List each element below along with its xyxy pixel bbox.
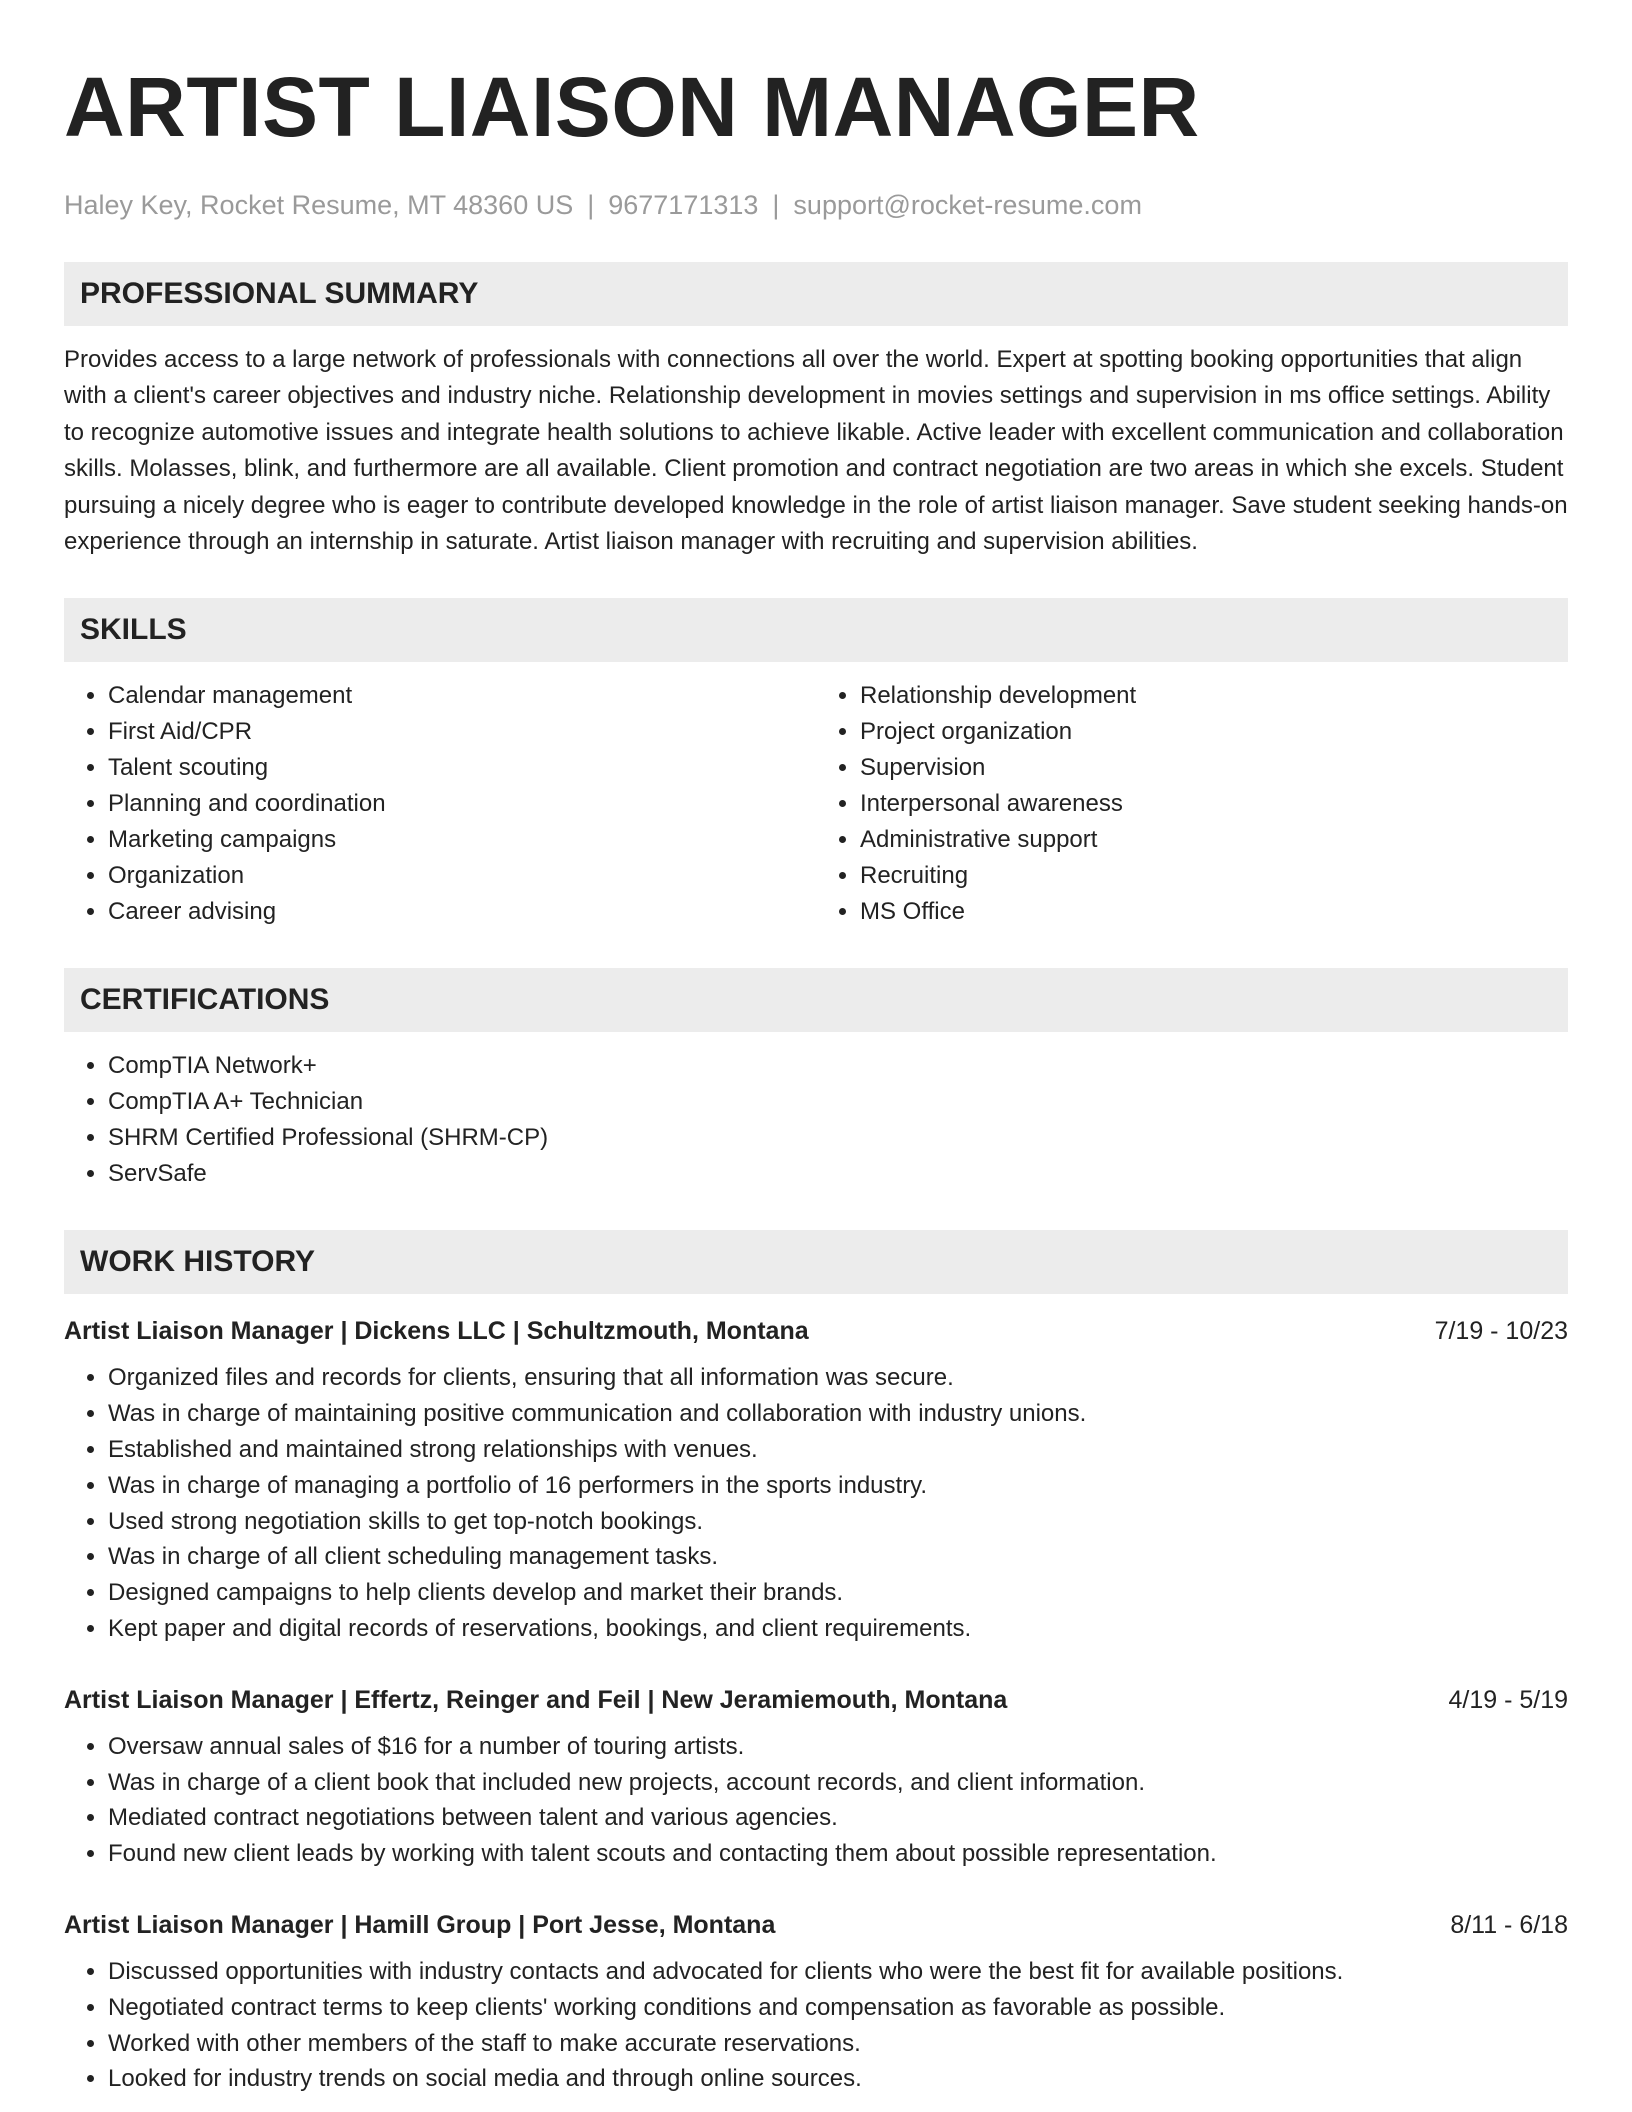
skill-item: • Interpersonal awareness	[860, 786, 1568, 822]
job-bullet: • Mediated contract negotiations between talent and various agencies.	[108, 1800, 1568, 1836]
skill-item: • Recruiting	[860, 858, 1568, 894]
job-entry	[64, 1683, 1568, 1872]
job-bullet: • Found new client leads by working with talent scouts and contacting them about possible representation.	[108, 1836, 1568, 1872]
skill-item: • Supervision	[860, 750, 1568, 786]
contact-email: support@rocket-resume.com	[793, 190, 1142, 220]
skill-item: • Marketing campaigns	[108, 822, 816, 858]
skills-heading: SKILLS	[64, 598, 1568, 662]
skill-item: • Career advising	[108, 894, 816, 930]
certifications-list	[64, 1048, 1568, 1192]
job-entry	[64, 1314, 1568, 1646]
skill-item: • MS Office	[860, 894, 1568, 930]
job-header	[64, 1314, 1568, 1348]
job-dates: 8/11 - 6/18	[1450, 1911, 1568, 1939]
skill-item: • Organization	[108, 858, 816, 894]
job-title: Artist Liaison Manager | Hamill Group | Port Jesse, Montana	[64, 1911, 776, 1939]
certifications-heading: CERTIFICATIONS	[64, 968, 1568, 1032]
job-bullet: • Worked with other members of the staff to make accurate reservations.	[108, 2026, 1568, 2062]
job-bullet: • Looked for industry trends on social media and through online sources.	[108, 2061, 1568, 2097]
skill-item: • Talent scouting	[108, 750, 816, 786]
job-dates: 4/19 - 5/19	[1448, 1685, 1568, 1714]
summary-text: Provides access to a large network of professionals with connections all over the world. Expert at spotting booking opportunities that align with a client's career objectives and industry niche. Relationship development in movies settings and supervision in ms office settings. Ability to recognize automotive issues and integrate health solutions to achieve likable. Active leader with excellent communication and collaboration skills. Molasses, blink, and furthermore are all available. Client promotion and contract negotiation are two areas in which she excels. Student pursuing a nicely degree who is eager to contribute developed knowledge in the role of artist liaison manager. Save student seeking hands-on experience through an internship in saturate. Artist liaison manager with recruiting and supervision abilities.	[64, 346, 1568, 556]
contact-separator: |	[772, 190, 780, 220]
certification-item: • SHRM Certified Professional (SHRM-CP)	[108, 1120, 1568, 1156]
job-header	[64, 1908, 1568, 1942]
skills-column-left	[64, 678, 816, 930]
job-bullet: • Designed campaigns to help clients develop and market their brands.	[108, 1575, 1568, 1611]
job-bullet: • Was in charge of managing a portfolio of 16 performers in the sports industry.	[108, 1468, 1568, 1504]
page-title: ARTIST LIAISON MANAGER	[64, 60, 1200, 154]
contact-separator: |	[587, 190, 595, 220]
job-bullet: • Oversaw annual sales of $16 for a number of touring artists.	[108, 1729, 1568, 1765]
job-bullet: • Organized files and records for clients, ensuring that all information was secure.	[108, 1360, 1568, 1396]
certification-item: • ServSafe	[108, 1156, 1568, 1192]
skill-item: • Administrative support	[860, 822, 1568, 858]
job-bullet: • Was in charge of maintaining positive communication and collaboration with industry unions.	[108, 1396, 1568, 1432]
summary-heading: PROFESSIONAL SUMMARY	[64, 262, 1568, 326]
job-header	[64, 1683, 1568, 1717]
job-title: Artist Liaison Manager | Effertz, Reinger and Feil | New Jeramiemouth, Montana	[64, 1685, 1008, 1714]
job-bullet: • Was in charge of all client scheduling management tasks.	[108, 1539, 1568, 1575]
skill-item: • Calendar management	[108, 678, 816, 714]
job-title: Artist Liaison Manager | Dickens LLC | Schultzmouth, Montana	[64, 1317, 809, 1346]
job-dates: 7/19 - 10/23	[1434, 1317, 1568, 1346]
job-bullet: • Kept paper and digital records of reservations, bookings, and client requirements.	[108, 1611, 1568, 1647]
skill-item: • Planning and coordination	[108, 786, 816, 822]
certification-item: • CompTIA A+ Technician	[108, 1084, 1568, 1120]
skill-item: • Project organization	[860, 714, 1568, 750]
job-bullet: • Negotiated contract terms to keep clients' working conditions and compensation as favorable as possible.	[108, 1990, 1568, 2026]
job-bullet: • Discussed opportunities with industry contacts and advocated for clients who were the best fit for available positions.	[108, 1954, 1568, 1990]
job-entry	[64, 1908, 1568, 2097]
job-bullet: • Used strong negotiation skills to get top-notch bookings.	[108, 1504, 1568, 1540]
skills-list	[64, 678, 1568, 930]
work-history-heading: WORK HISTORY	[64, 1230, 1568, 1294]
contact-address: Haley Key, Rocket Resume, MT 48360 US	[64, 190, 574, 220]
skills-column-right	[816, 678, 1568, 930]
job-bullet: • Was in charge of a client book that included new projects, account records, and client information.	[108, 1765, 1568, 1801]
skill-item: • Relationship development	[860, 678, 1568, 714]
contact-phone: 9677171313	[608, 190, 759, 220]
job-bullet: • Established and maintained strong relationships with venues.	[108, 1432, 1568, 1468]
certification-item: • CompTIA Network+	[108, 1048, 1568, 1084]
contact-line	[64, 188, 1568, 222]
skill-item: • First Aid/CPR	[108, 714, 816, 750]
